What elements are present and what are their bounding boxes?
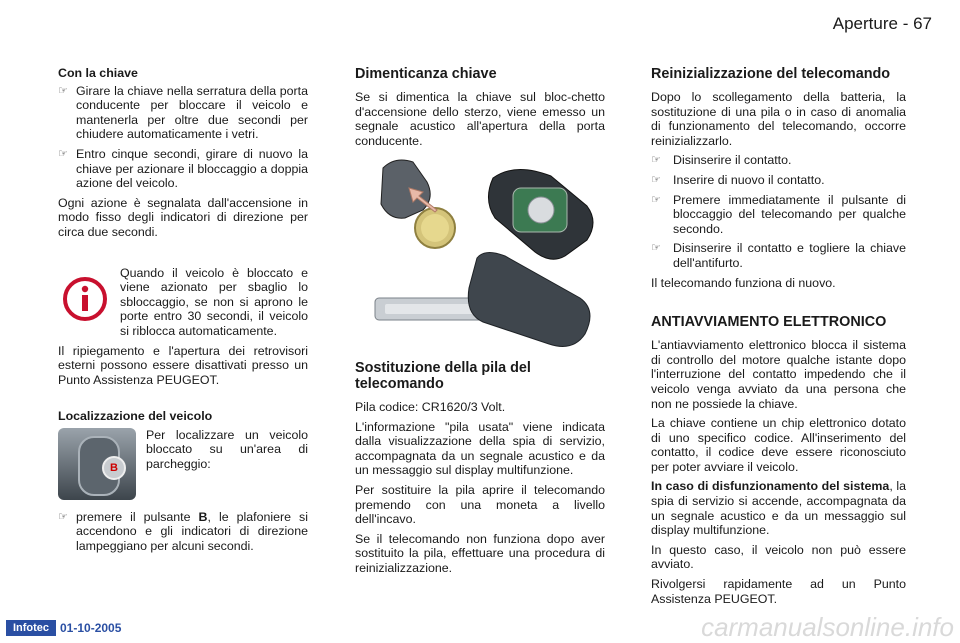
open-remote-shell (488, 169, 593, 259)
column-2-lower (355, 360, 605, 581)
heading-reinizializzazione: Reinizializzazione del telecomando (651, 66, 891, 82)
paragraph: Se si dimentica la chiave sul bloc-chetto d'accensione dello sterzo, viene emesso un segnale acustico all'apertura della porta conducente. (355, 90, 605, 148)
watermark: carmanualsonline.info (701, 612, 954, 642)
remote-key-image (58, 428, 136, 500)
footer-date: 01-10-2005 (60, 621, 122, 635)
list-item: ☞ premere il pulsante B, le plafoniere si accendono e gli indicatori di direzione lampeggiano per alcuni secondi. (58, 509, 308, 554)
paragraph: In caso di disfunzionamento del sistema, la spia di servizio si accende, accompagnata da un segnale acustico e da un messaggio sul display multifunzione. (651, 479, 906, 538)
page-title: Aperture - 67 (832, 14, 932, 33)
paragraph: Se il telecomando non funziona dopo aver sostituito la pila, effettuare una procedura di reinizializzazione. (355, 531, 605, 575)
heading-sostituzione: Sostituzione della pila del telecomando (355, 360, 531, 392)
key-body (468, 252, 590, 346)
pointing-hand-icon: ☞ (58, 510, 68, 523)
battery-replacement-image (365, 148, 603, 358)
info-text: Quando il veicolo è bloccato e viene azionato per sbaglio lo sbloccaggio, se non si aprono le porte entro 30 secondi, il veicolo si riblocca automaticamente. (120, 265, 308, 338)
pointing-hand-icon: ☞ (651, 154, 661, 167)
button-b-label: B (102, 456, 126, 480)
coin-battery (415, 208, 455, 248)
pointing-hand-icon: ☞ (651, 193, 661, 206)
paragraph: Ogni azione è segnalata dall'accensione in modo fisso degli indicatori di direzione per circa due secondi. (58, 195, 308, 239)
remote-half (381, 160, 430, 218)
paragraph: Per localizzare un veicolo bloccato su un'area di parcheggio: (146, 427, 308, 472)
paragraph: Il ripiegamento e l'apertura dei retrovisori esterni possono essere disattivati presso un Punto Assistenza PEUGEOT. (58, 343, 308, 387)
list-item: ☞ Girare la chiave nella serratura della porta conducente per bloccare il veicolo e mantenerla per oltre due secondi per chiudere automaticamente i vetri. (58, 83, 308, 142)
paragraph: La chiave contiene un chip elettronico dotato di uno specifico codice. All'inserimento del contatto, il codice deve essere riconosciuto per poter avviare il veicolo. (651, 416, 906, 474)
paragraph: Pila codice: CR1620/3 Volt. (355, 400, 506, 414)
column-1 (58, 66, 308, 559)
heading-dimenticanza: Dimenticanza chiave (355, 66, 497, 82)
heading-localizzazione: Localizzazione del veicolo (58, 409, 213, 424)
column-2 (355, 66, 605, 153)
paragraph: Il telecomando funziona di nuovo. (651, 275, 836, 290)
list-item: ☞ Premere immediatamente il pulsante di bloccaggio del telecomando per qualche secondo. (651, 192, 906, 236)
paragraph: In questo caso, il veicolo non può essere avviato. (651, 542, 906, 572)
heading-antiavviamento: ANTIAVVIAMENTO ELETTRONICO (651, 314, 887, 331)
paragraph: L'informazione "pila usata" viene indicata dalla visualizzazione della spia di servizio, accompagnata da un segnale acustico e da un messaggio sul display multifunzione. (355, 419, 605, 478)
paragraph: Dopo lo scollegamento della batteria, la sostituzione di una pila o in caso di anomalia di funzionamento del telecomando, occorre reinizializzarlo. (651, 90, 906, 148)
list-item: ☞ Disinserire il contatto e togliere la chiave dell'antifurto. (651, 241, 906, 270)
paragraph: Per sostituire la pila aprire il telecomando premendo con una moneta a livello dell'incavo. (355, 482, 605, 527)
pointing-hand-icon: ☞ (58, 147, 68, 160)
list-item: ☞ Entro cinque secondi, girare di nuovo la chiave per azionare il bloccaggio a doppia azione del veicolo. (58, 146, 308, 191)
localize-block (58, 428, 308, 510)
info-icon (62, 276, 108, 322)
list-item: ☞ Inserire di nuovo il contatto. (651, 172, 825, 187)
pointing-hand-icon: ☞ (651, 242, 661, 255)
column-3 (651, 66, 906, 611)
pointing-hand-icon: ☞ (58, 84, 68, 97)
list-item: ☞ Disinserire il contatto. (651, 153, 792, 168)
heading-con-la-chiave: Con la chiave (58, 66, 138, 80)
pointing-hand-icon: ☞ (651, 173, 661, 186)
info-box (58, 266, 308, 339)
paragraph: Rivolgersi rapidamente ad un Punto Assistenza PEUGEOT. (651, 577, 906, 606)
paragraph: L'antiavviamento elettronico blocca il sistema di controllo del motore qualche istante dopo l'interruzione del contatto impedendo che il veicolo venga avviato da una persona che non ne possiede la chiave. (651, 338, 906, 411)
infotec-logo: Infotec (6, 620, 56, 636)
